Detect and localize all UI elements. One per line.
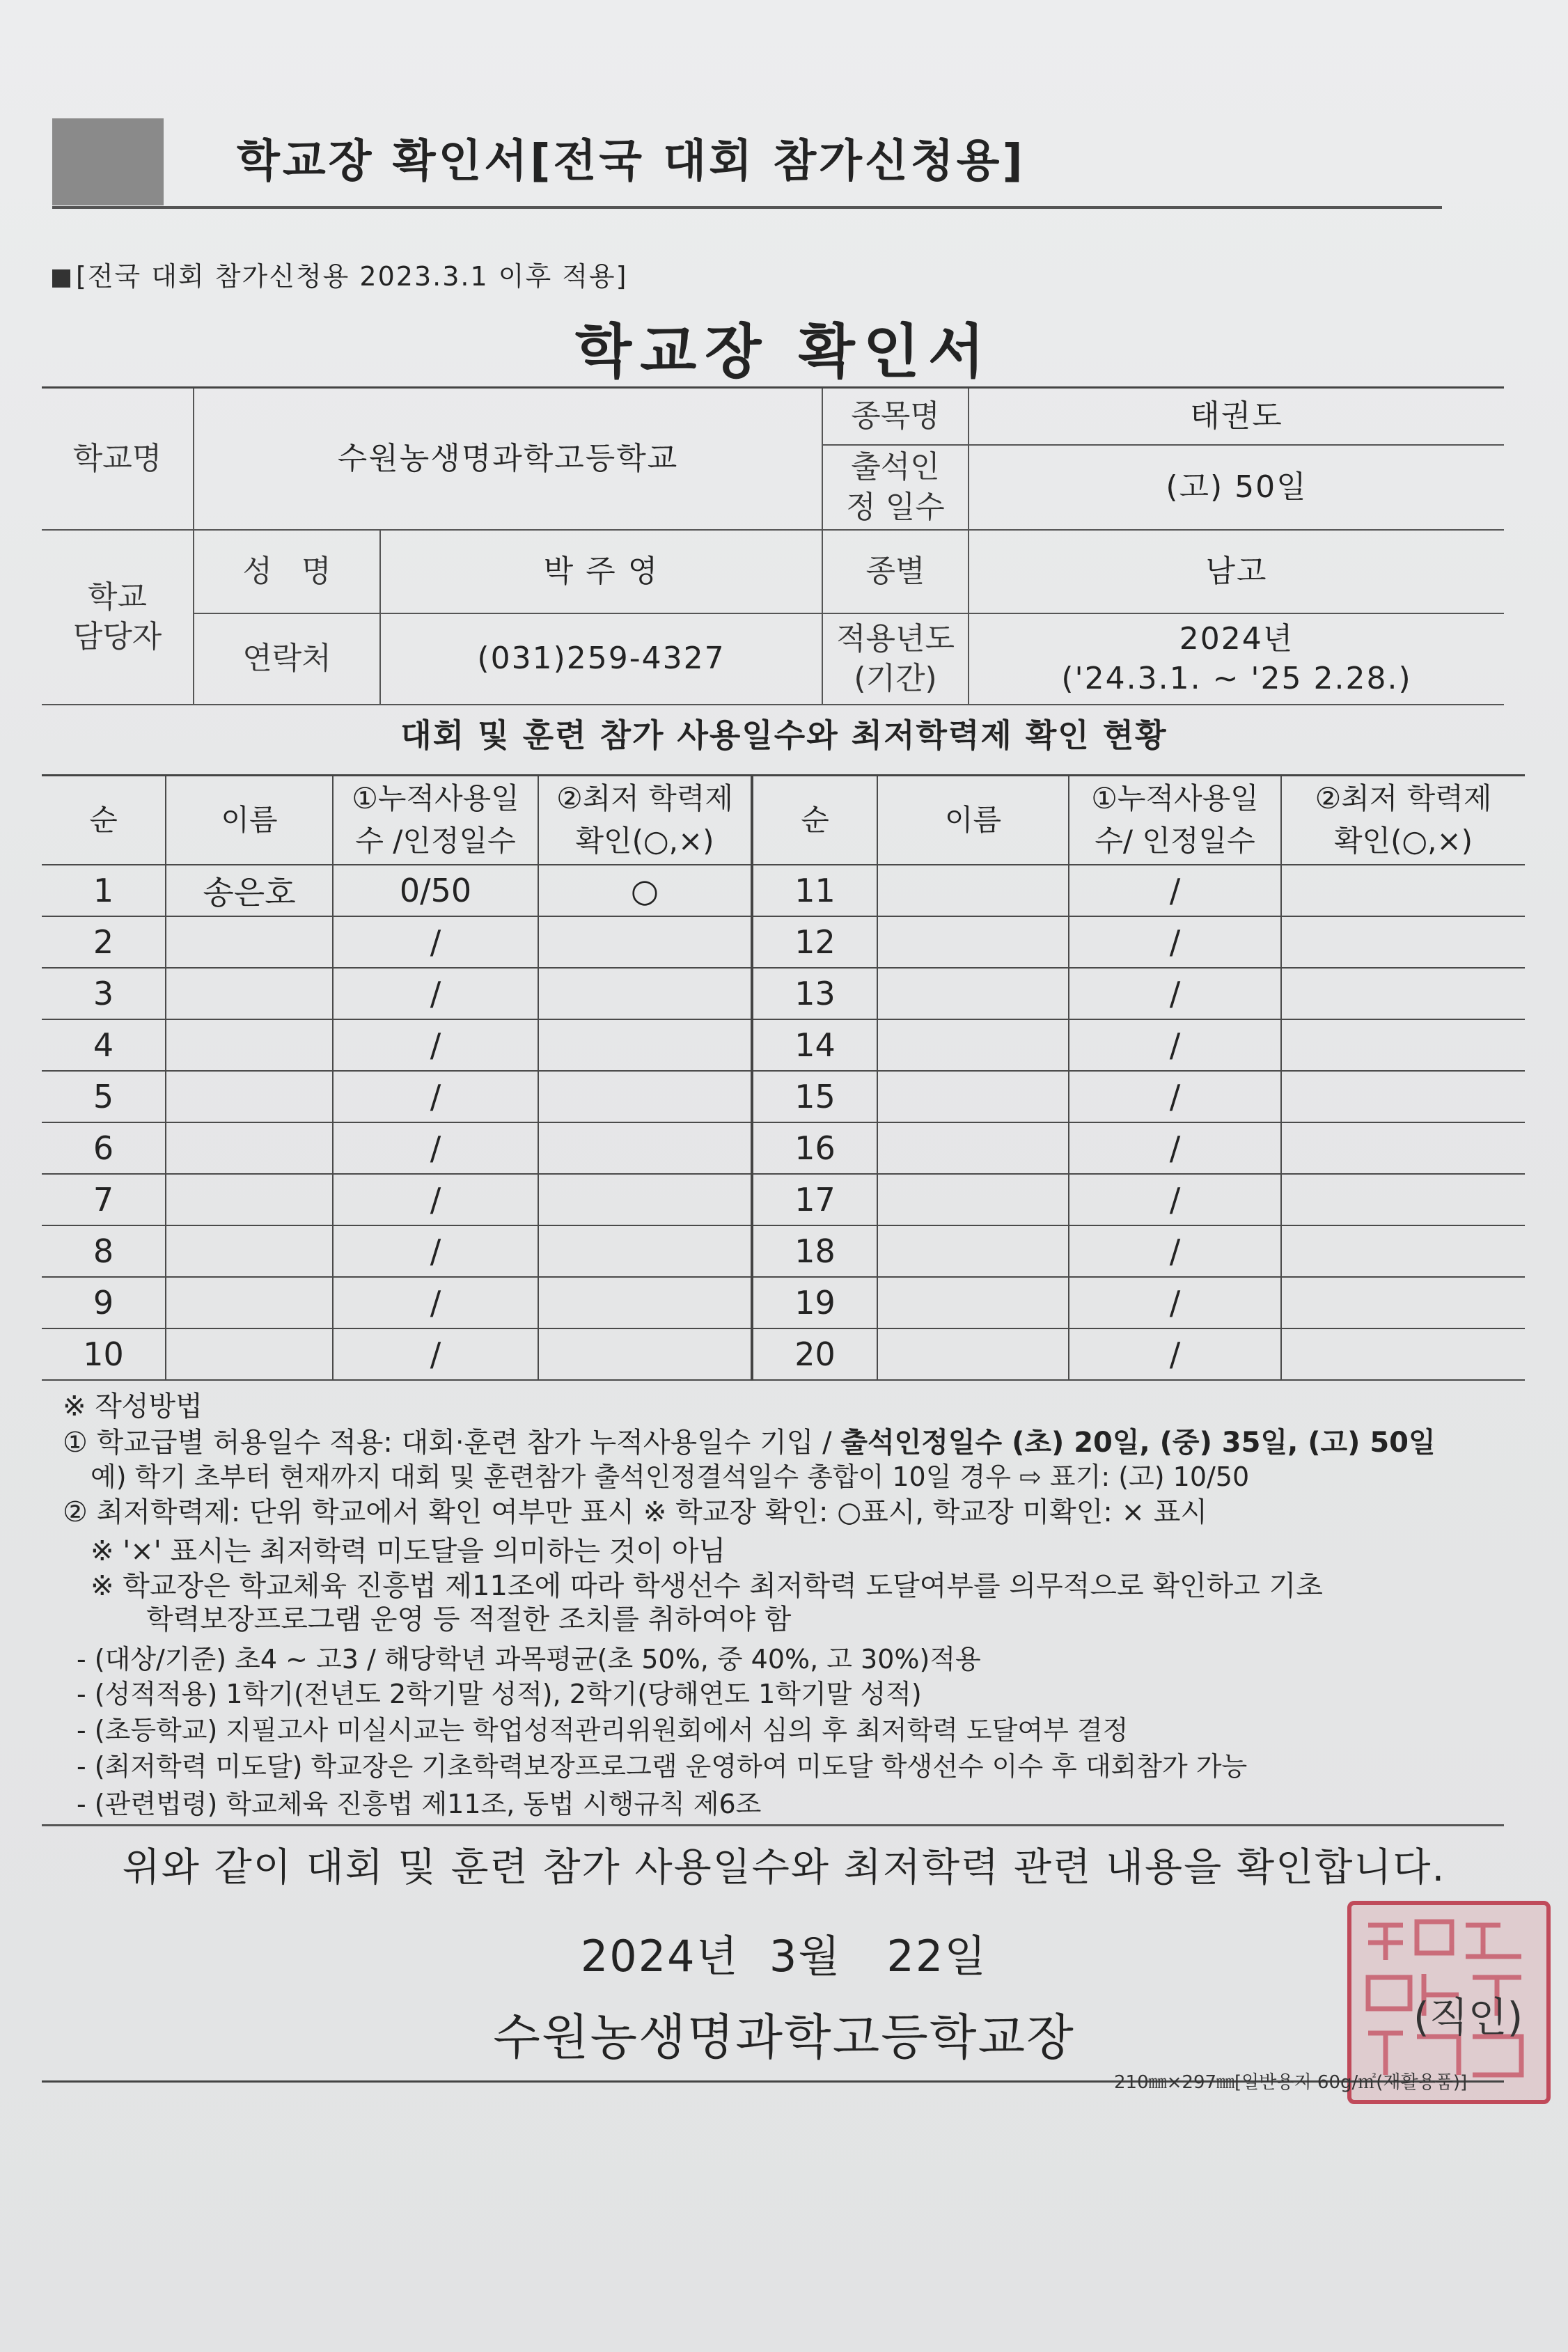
col-no-2: 순 [752, 776, 877, 865]
row-no-2: 15 [752, 1071, 877, 1122]
col-min-2: ②최저 학력제 확인(○,×) [1281, 776, 1525, 865]
category-value: 남고 [969, 530, 1504, 613]
row-days-2: / [1069, 1122, 1281, 1174]
row-name-2 [877, 968, 1069, 1019]
row-min-2 [1281, 916, 1525, 968]
row-min [538, 1225, 752, 1277]
section-title: 대회 및 훈련 참가 사용일수와 최저학력제 확인 현황 [400, 716, 1168, 754]
sport-label: 종목명 [822, 388, 969, 445]
detail-4: - (최저학력 미도달) 학교장은 기초학력보장프로그램 운영하여 미도달 학생선수 이수 후 대회참가 가능 [77, 1751, 1248, 1782]
attendance-value: (고) 50일 [969, 445, 1504, 530]
row-min-2 [1281, 1277, 1525, 1328]
table-row [42, 1071, 1525, 1122]
square-bullet-icon [52, 269, 70, 288]
note-1-text: ① 학교급별 허용일수 적용: 대회·훈련 참가 누적사용일수 기입 / [63, 1427, 841, 1459]
row-no-2: 20 [752, 1328, 877, 1380]
row-min [538, 1071, 752, 1122]
row-days: 0/50 [333, 865, 538, 916]
issue-date: 2024년 3월 22일 [580, 1931, 988, 1982]
col-name: 이름 [166, 776, 333, 865]
col-name-2: 이름 [877, 776, 1069, 865]
row-name-2 [877, 1328, 1069, 1380]
row-days-2: / [1069, 1328, 1281, 1380]
row-min: ○ [538, 865, 752, 916]
row-name [166, 1019, 333, 1071]
row-name [166, 1328, 333, 1380]
col-days-2: ①누적사용일수/ 인정일수 [1069, 776, 1281, 865]
row-no: 5 [42, 1071, 166, 1122]
category-label: 종별 [822, 530, 969, 613]
row-days-2: / [1069, 1019, 1281, 1071]
row-name [166, 1122, 333, 1174]
detail-2: - (성적적용) 1학기(전년도 2학기말 성적), 2학기(당해연도 1학기말 성적) [77, 1679, 922, 1709]
row-name [166, 1071, 333, 1122]
confirmation-statement: 위와 같이 대회 및 훈련 참가 사용일수와 최저학력 관련 내용을 확인합니다. [122, 1845, 1446, 1890]
table-row [42, 1174, 1525, 1225]
col-min: ②최저 학력제 확인(○,×) [538, 776, 752, 865]
contact-value: (031)259-4327 [380, 613, 822, 705]
row-name-2 [877, 1019, 1069, 1071]
col-no: 순 [42, 776, 166, 865]
row-days: / [333, 1225, 538, 1277]
period-text: ('24.3.1. ~ '25 2.28.) [1061, 661, 1412, 696]
row-days: / [333, 1071, 538, 1122]
row-days-2: / [1069, 1174, 1281, 1225]
row-name [166, 968, 333, 1019]
row-no-2: 11 [752, 865, 877, 916]
manager-name: 박 주 영 [380, 530, 822, 613]
note-1 [63, 1429, 1436, 1457]
table-row [42, 865, 1525, 916]
note-1-example: 예) 학기 초부터 현재까지 대회 및 훈련참가 출석인정결석일수 총합이 10일 경우 ⇨ 표기: (고) 10/50 [91, 1461, 1250, 1492]
header-title: 학교장 확인서[전국 대회 참가신청용] [237, 136, 1026, 187]
row-name-2 [877, 1225, 1069, 1277]
row-no-2: 13 [752, 968, 877, 1019]
table-row [42, 1019, 1525, 1071]
year-text: 2024년 [1179, 620, 1294, 657]
row-min-2 [1281, 1174, 1525, 1225]
row-no: 4 [42, 1019, 166, 1071]
row-min-2 [1281, 1328, 1525, 1380]
sub-note-text: [전국 대회 참가신청용 2023.3.1 이후 적용] [76, 261, 628, 292]
school-name: 수원농생명과학고등학교 [194, 388, 822, 530]
row-min [538, 1122, 752, 1174]
row-min-2 [1281, 1071, 1525, 1122]
document-title: 학교장 확인서 [574, 317, 994, 386]
row-no: 10 [42, 1328, 166, 1380]
year-label: 적용년도 (기간) [822, 613, 969, 705]
row-no: 8 [42, 1225, 166, 1277]
row-name [166, 916, 333, 968]
row-name-2 [877, 1277, 1069, 1328]
row-name [166, 1225, 333, 1277]
row-days: / [333, 1174, 538, 1225]
row-name-2 [877, 865, 1069, 916]
usage-table [42, 774, 1525, 1381]
row-days: / [333, 916, 538, 968]
seal-label: (직인) [1413, 1993, 1523, 2041]
note-4-cont: 학력보장프로그램 운영 등 적절한 조치를 취하여야 함 [146, 1604, 792, 1636]
row-no: 3 [42, 968, 166, 1019]
row-no-2: 16 [752, 1122, 877, 1174]
row-name-2 [877, 1174, 1069, 1225]
note-1-bold: 출석인정일수 (초) 20일, (중) 35일, (고) 50일 [840, 1427, 1436, 1459]
row-days: / [333, 1019, 538, 1071]
sub-note [52, 255, 627, 293]
row-no-2: 19 [752, 1277, 877, 1328]
table-row [42, 916, 1525, 968]
row-min [538, 1174, 752, 1225]
notes-heading: ※ 작성방법 [63, 1390, 203, 1422]
note-3: ※ '×' 표시는 최저학력 미도달을 의미하는 것이 아님 [91, 1535, 726, 1567]
row-name [166, 1277, 333, 1328]
notes-rule [42, 1824, 1504, 1826]
row-min-2 [1281, 1019, 1525, 1071]
row-no-2: 18 [752, 1225, 877, 1277]
contact-label: 연락처 [194, 613, 380, 705]
manager-label: 학교 담당자 [42, 530, 194, 705]
row-min-2 [1281, 865, 1525, 916]
principal-title: 수원농생명과학고등학교장 [493, 2009, 1075, 2066]
row-days-2: / [1069, 968, 1281, 1019]
row-name-2 [877, 1122, 1069, 1174]
attendance-label: 출석인정 일수 [822, 445, 969, 530]
row-days-2: / [1069, 1277, 1281, 1328]
sport-value: 태권도 [969, 388, 1504, 445]
paper-spec: 210㎜×297㎜[일반용지 60g/㎡(재활용품)] [1114, 2072, 1468, 2093]
table-row [42, 968, 1525, 1019]
row-no-2: 12 [752, 916, 877, 968]
row-days: / [333, 1277, 538, 1328]
row-days-2: / [1069, 1225, 1281, 1277]
row-no: 9 [42, 1277, 166, 1328]
row-min-2 [1281, 968, 1525, 1019]
info-table [42, 386, 1504, 705]
row-days: / [333, 968, 538, 1019]
row-min [538, 1277, 752, 1328]
row-name-2 [877, 1071, 1069, 1122]
row-no: 1 [42, 865, 166, 916]
row-name [166, 1174, 333, 1225]
row-min-2 [1281, 1122, 1525, 1174]
row-name-2 [877, 916, 1069, 968]
row-no: 6 [42, 1122, 166, 1174]
row-min [538, 1019, 752, 1071]
detail-3: - (초등학교) 지필고사 미실시교는 학업성적관리위원회에서 심의 후 최저학력 도달여부 결정 [77, 1715, 1129, 1746]
detail-5: - (관련법령) 학교체육 진흥법 제11조, 동법 시행규칙 제6조 [77, 1789, 762, 1819]
row-days: / [333, 1122, 538, 1174]
detail-1: - (대상/기준) 초4 ~ 고3 / 해당학년 과목평균(초 50%, 중 40%, 고 30%)적용 [77, 1644, 981, 1675]
row-no-2: 17 [752, 1174, 877, 1225]
header-rule [52, 206, 1442, 209]
row-min [538, 916, 752, 968]
row-name: 송은호 [166, 865, 333, 916]
name-label: 성 명 [194, 530, 380, 613]
year-value [969, 613, 1504, 705]
row-days-2: / [1069, 916, 1281, 968]
header-gray-box [52, 118, 164, 205]
table-row [42, 1122, 1525, 1174]
row-no-2: 14 [752, 1019, 877, 1071]
row-min-2 [1281, 1225, 1525, 1277]
table-row [42, 1328, 1525, 1380]
school-label: 학교명 [42, 388, 194, 530]
col-days: ①누적사용일수 /인정일수 [333, 776, 538, 865]
note-4: ※ 학교장은 학교체육 진흥법 제11조에 따라 학생선수 최저학력 도달여부를 의무적으로 확인하고 기초 [91, 1570, 1323, 1602]
row-no: 7 [42, 1174, 166, 1225]
table-row [42, 1225, 1525, 1277]
row-days-2: / [1069, 1071, 1281, 1122]
row-days-2: / [1069, 865, 1281, 916]
table-row [42, 1277, 1525, 1328]
row-days: / [333, 1328, 538, 1380]
row-no: 2 [42, 916, 166, 968]
row-min [538, 968, 752, 1019]
note-2: ② 최저학력제: 단위 학교에서 확인 여부만 표시 ※ 학교장 확인: ○표시, 학교장 미확인: × 표시 [63, 1496, 1208, 1528]
row-min [538, 1328, 752, 1380]
